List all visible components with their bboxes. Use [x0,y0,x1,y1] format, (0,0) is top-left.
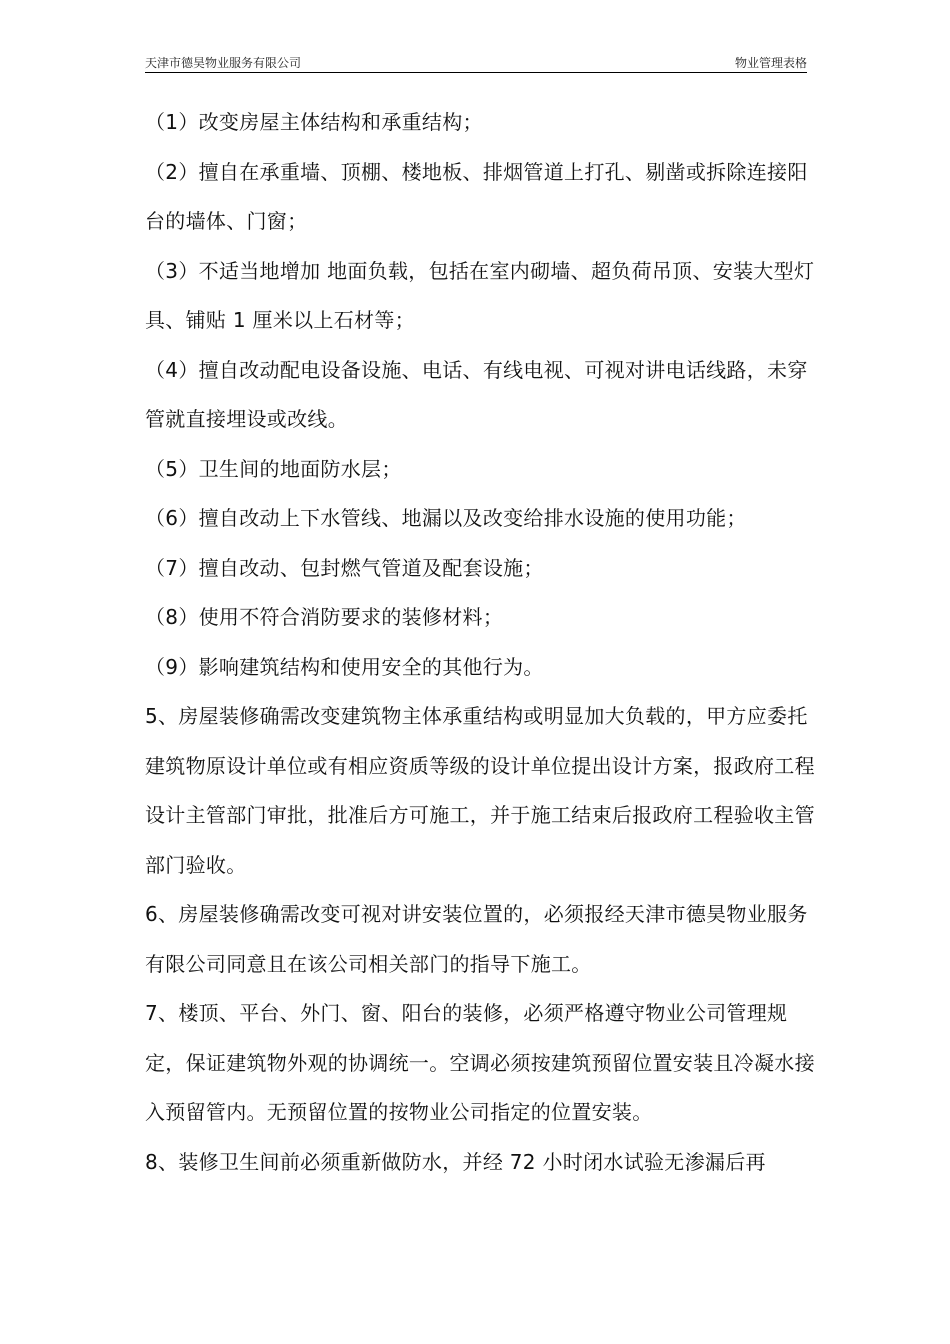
clause-item-2: （2）擅自在承重墙、顶棚、楼地板、排烟管道上打孔、剔凿或拆除连接阳台的墙体、门窗； [145,159,808,233]
clause-item-1: （1）改变房屋主体结构和承重结构； [145,110,483,134]
clause-item-5: （5）卫生间的地面防水层； [145,456,402,481]
rule-6: 6、房屋装修确需改变可视对讲安装位置的，必须报经天津市德昊物业服务有限公司同意且在该公司相关部门的指导下施工。 [145,902,808,976]
clause-item-9: （9）影响建筑结构和使用安全的其他行为。 [145,654,544,679]
header-document-category: 物业管理表格 [734,56,807,70]
clause-item-4: （4）擅自改动配电设备设施、电话、有线电视、可视对讲电话线路，未穿管就直接埋设或改线。 [145,357,808,431]
page-header [145,56,807,73]
clause-item-8: （8）使用不符合消防要求的装修材料； [145,605,504,629]
rule-8: 8、装修卫生间前必须重新做防水，并经 72 小时闭水试验无渗漏后再 [145,1149,766,1174]
rule-5: 5、房屋装修确需改变建筑物主体承重结构或明显加大负载的，甲方应委托建筑物原设计单位或有相应资质等级的设计单位提出设计方案，报政府工程设计主管部门审批，批准后方可施工，并于施工结束后报政府工程验收主管部门验收。 [145,704,815,877]
clause-item-3: （3）不适当地增加 地面负载，包括在室内砌墙、超负荷吊顶、安装大型灯具、铺贴 1 厘米以上石材等； [145,258,815,332]
clause-item-6: （6）擅自改动上下水管线、地漏以及改变给排水设施的使用功能； [145,506,747,530]
clause-item-7: （7）擅自改动、包封燃气管道及配套设施； [145,555,544,580]
rule-7: 7、楼顶、平台、外门、窗、阳台的装修，必须严格遵守物业公司管理规定，保证建筑物外观的协调统一。空调必须按建筑预留位置安装且冷凝水接入预留管内。无预留位置的按物业公司指定的位置安装。 [145,1001,815,1124]
header-company-name: 天津市德昊物业服务有限公司 [145,56,302,70]
document-body [145,98,817,1187]
